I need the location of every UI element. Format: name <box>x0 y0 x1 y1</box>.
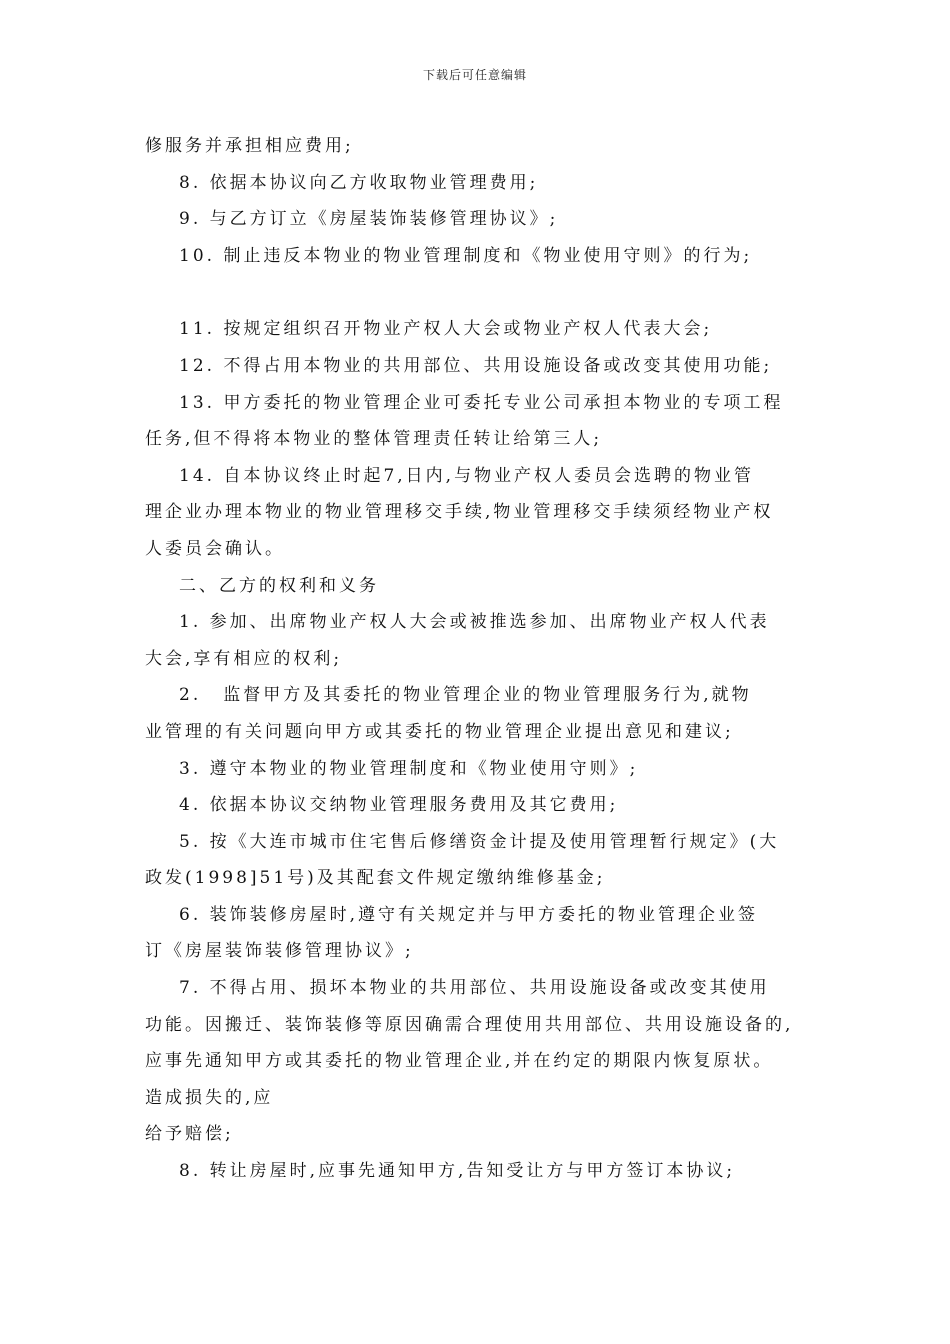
party-b-clause-3: 3. 遵守本物业的物业管理制度和《物业使用守则》; <box>179 758 639 779</box>
clause-12: 12. 不得占用本物业的共用部位、共用设施设备或改变其使用功能; <box>179 355 773 376</box>
section-heading: 二、乙方的权利和义务 <box>179 575 379 596</box>
party-b-clause-2-cont: 业管理的有关问题向甲方或其委托的物业管理企业提出意见和建议; <box>145 721 734 742</box>
clause-9: 9. 与乙方订立《房屋装饰装修管理协议》; <box>179 209 559 230</box>
clause-10: 10. 制止违反本物业的物业管理制度和《物业使用守则》的行为; <box>179 245 753 266</box>
clause-13-cont: 任务,但不得将本物业的整体管理责任转让给第三人; <box>145 429 603 450</box>
clause-13: 13. 甲方委托的物业管理企业可委托专业公司承担本物业的专项工程 <box>179 392 784 413</box>
party-b-clause-7-cont-1: 功能。因搬迁、装饰装修等原因确需合理使用共用部位、共用设施设备的, <box>145 1014 794 1035</box>
clause-14: 14. 自本协议终止时起7,日内,与物业产权人委员会选聘的物业管 <box>179 465 755 486</box>
clause-11: 11. 按规定组织召开物业产权人大会或物业产权人代表大会; <box>179 319 713 340</box>
page-header-note: 下载后可任意编辑 <box>422 68 527 82</box>
party-b-clause-7-cont-3: 造成损失的,应 <box>145 1087 274 1108</box>
clause-14-cont-2: 人委员会确认。 <box>145 538 285 559</box>
clause-text: 监督甲方及其委托的物业管理企业的物业管理服务行为,就物 <box>223 685 752 706</box>
party-b-clause-2 <box>145 677 815 714</box>
clause-14-cont-1: 理企业办理本物业的物业管理移交手续,物业管理移交手续须经物业产权 <box>145 502 774 523</box>
party-b-clause-8: 8. 转让房屋时,应事先通知甲方,告知受让方与甲方签订本协议; <box>179 1161 736 1182</box>
party-b-clause-4: 4. 依据本协议交纳物业管理服务费用及其它费用; <box>179 795 619 816</box>
party-b-clause-1-cont: 大会,享有相应的权利; <box>145 648 343 669</box>
party-b-clause-6-cont: 订《房屋装饰装修管理协议》; <box>145 941 414 962</box>
blank-line <box>145 274 815 311</box>
party-b-clause-7-cont-2: 应事先通知甲方或其委托的物业管理企业,并在约定的期限内恢复原状。 <box>145 1051 774 1072</box>
clause-8: 8. 依据本协议向乙方收取物业管理费用; <box>179 172 539 193</box>
paragraph-line: 修服务并承担相应费用; <box>145 136 354 156</box>
document-body <box>145 128 815 1190</box>
party-b-clause-7: 7. 不得占用、损坏本物业的共用部位、共用设施设备或改变其使用 <box>179 978 770 999</box>
clause-number: 2. <box>179 685 202 706</box>
party-b-clause-1: 1. 参加、出席物业产权人大会或被推选参加、出席物业产权人代表 <box>179 612 770 633</box>
party-b-clause-5: 5. 按《大连市城市住宅售后修缮资金计提及使用管理暂行规定》(大 <box>179 831 780 852</box>
party-b-clause-7-cont-4: 给予赔偿; <box>145 1124 234 1145</box>
party-b-clause-5-cont: 政发(1998]51号)及其配套文件规定缴纳维修基金; <box>145 868 606 889</box>
party-b-clause-6: 6. 装饰装修房屋时,遵守有关规定并与甲方委托的物业管理企业签 <box>179 904 759 925</box>
